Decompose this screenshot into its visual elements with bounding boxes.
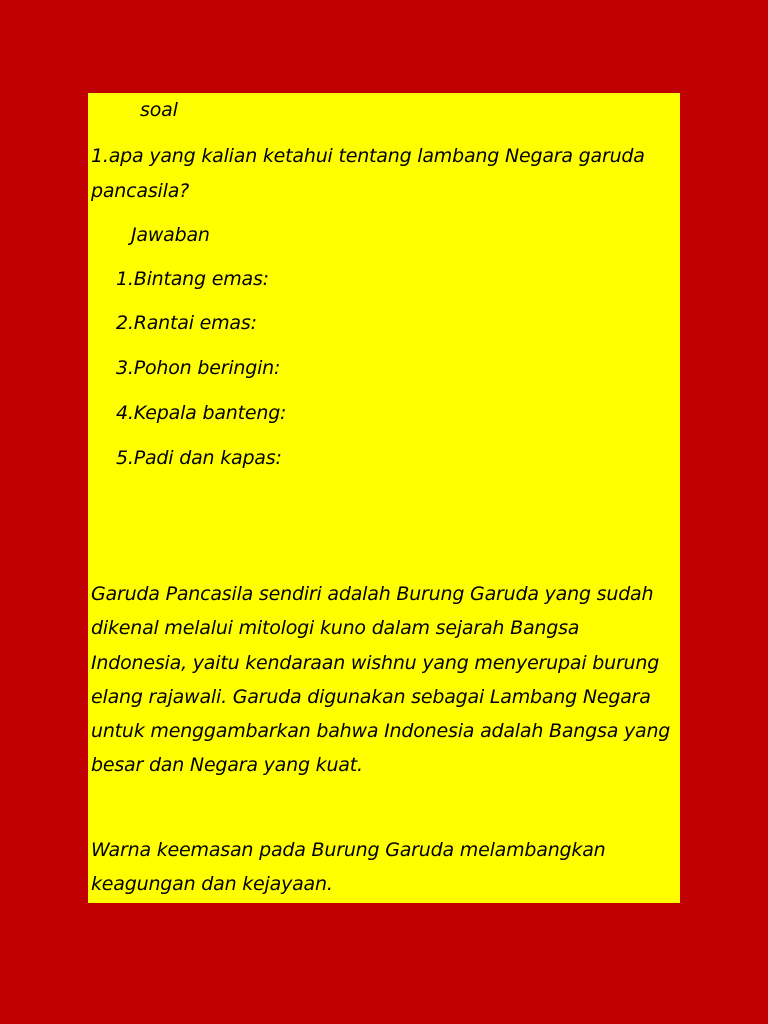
answer-item-5: 5.Padi dan kapas: [116, 447, 282, 469]
answer-item-2: 2.Rantai emas: [116, 312, 257, 334]
answer-item-1: 1.Bintang emas: [116, 268, 269, 290]
paragraph-garuda-description: Garuda Pancasila sendiri adalah Burung Garuda yang sudah dikenal melalui mitologi kuno dalam sejarah Bangsa Indonesia, yaitu kendaraan wishnu yang menyerupai burung elang rajawali. Garuda digunakan sebagai Lambang Negara untuk menggambarkan bahwa Indonesia adalah Bangsa yang besar dan Negara yang kuat. [91, 583, 671, 777]
answer-item-3: 3.Pohon beringin: [116, 357, 281, 379]
heading: soal [140, 99, 178, 121]
paragraph-golden-color: Warna keemasan pada Burung Garuda melambangkan keagungan dan kejayaan. [91, 839, 606, 896]
answer-item-4: 4.Kepala banteng: [116, 402, 287, 424]
answer-label: Jawaban [131, 224, 210, 246]
worksheet-page [88, 93, 680, 903]
question-text: 1.apa yang kalian ketahui tentang lambang Negara garuda pancasila? [91, 145, 645, 202]
